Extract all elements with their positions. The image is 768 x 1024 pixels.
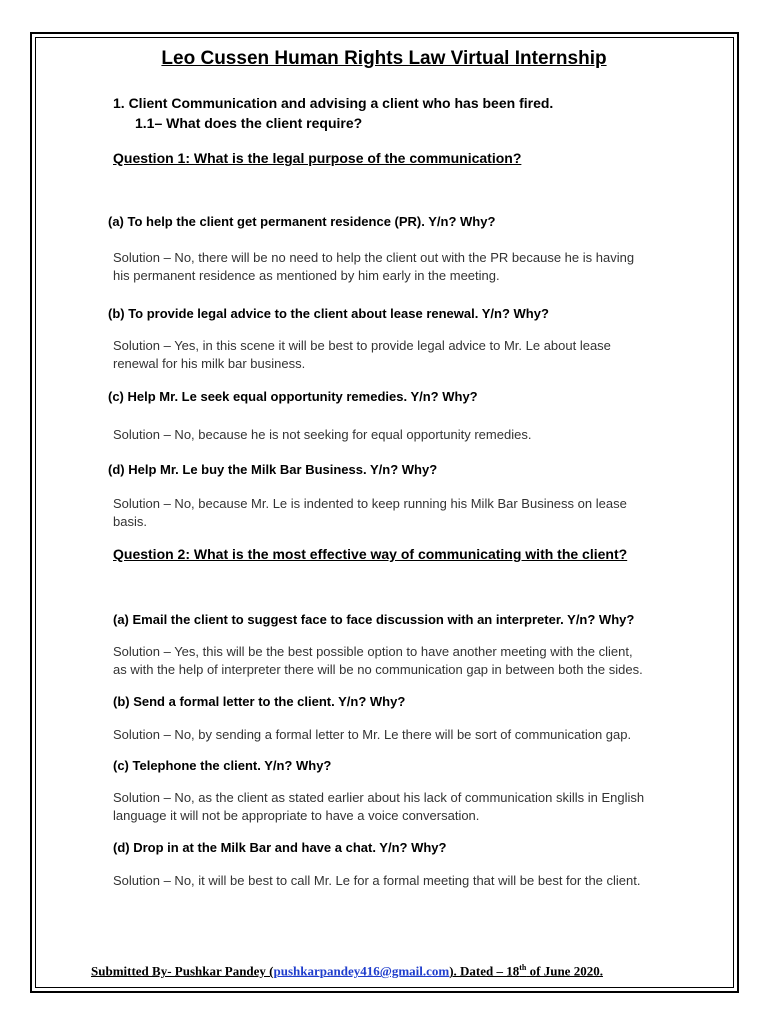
question-2-label: Question 2: What is the most effective way of communicating with the client? [113,546,628,562]
q1-solution-d-line1: Solution – No, because Mr. Le is indented to keep running his Milk Bar Business on lease [113,496,627,511]
q1-option-d: (d) Help Mr. Le buy the Milk Bar Business. Y/n? Why? [108,462,438,477]
q2-option-d: (d) Drop in at the Milk Bar and have a chat. Y/n? Why? [113,840,447,855]
footer-email-link[interactable]: pushkarpandey416@gmail.com [273,963,450,979]
question-1-label: Question 1: What is the legal purpose of the communication? [113,150,522,166]
q2-option-a: (a) Email the client to suggest face to face discussion with an interpreter. Y/n? Why? [113,612,635,627]
submission-footer [91,963,603,979]
q2-solution-a-line2: as with the help of interpreter there will be no communication gap in between both the sides. [113,662,643,677]
q2-option-c: (c) Telephone the client. Y/n? Why? [113,758,332,773]
q2-option-b: (b) Send a formal letter to the client. Y/n? Why? [113,694,406,709]
q2-solution-c-line2: language it will not be appropriate to have a voice conversation. [113,808,480,823]
q1-option-a: (a) To help the client get permanent residence (PR). Y/n? Why? [108,214,496,229]
section-subheading: 1.1– What does the client require? [135,115,363,131]
q2-solution-c-line1: Solution – No, as the client as stated earlier about his lack of communication skills in English [113,790,645,805]
q1-option-c: (c) Help Mr. Le seek equal opportunity remedies. Y/n? Why? [108,389,478,404]
q1-solution-c-line1: Solution – No, because he is not seeking for equal opportunity remedies. [113,427,532,442]
footer-date: ). Dated – 18 [449,963,520,979]
q1-solution-b-line2: renewal for his milk bar business. [113,356,306,371]
q1-option-b: (b) To provide legal advice to the client about lease renewal. Y/n? Why? [108,306,549,321]
section-heading: 1. Client Communication and advising a client who has been fired. [113,95,554,111]
footer-prefix: Submitted By- Pushkar Pandey ( [91,963,274,979]
q1-solution-d-line2: basis. [113,514,147,529]
q1-solution-b-line1: Solution – Yes, in this scene it will be best to provide legal advice to Mr. Le about lease [113,338,611,353]
q1-solution-a-line2: his permanent residence as mentioned by him early in the meeting. [113,268,500,283]
q2-solution-b-line1: Solution – No, by sending a formal letter to Mr. Le there will be sort of communication gap. [113,727,632,742]
document-title: Leo Cussen Human Rights Law Virtual Internship [161,48,607,69]
q2-solution-d-line1: Solution – No, it will be best to call Mr. Le for a formal meeting that will be best for the client. [113,873,641,888]
footer-date-rest: of June 2020. [526,963,603,979]
footer-date-suffix: th [519,963,527,972]
q2-solution-a-line1: Solution – Yes, this will be the best possible option to have another meeting with the client, [113,644,633,659]
q1-solution-a-line1: Solution – No, there will be no need to help the client out with the PR because he is having [113,250,635,265]
